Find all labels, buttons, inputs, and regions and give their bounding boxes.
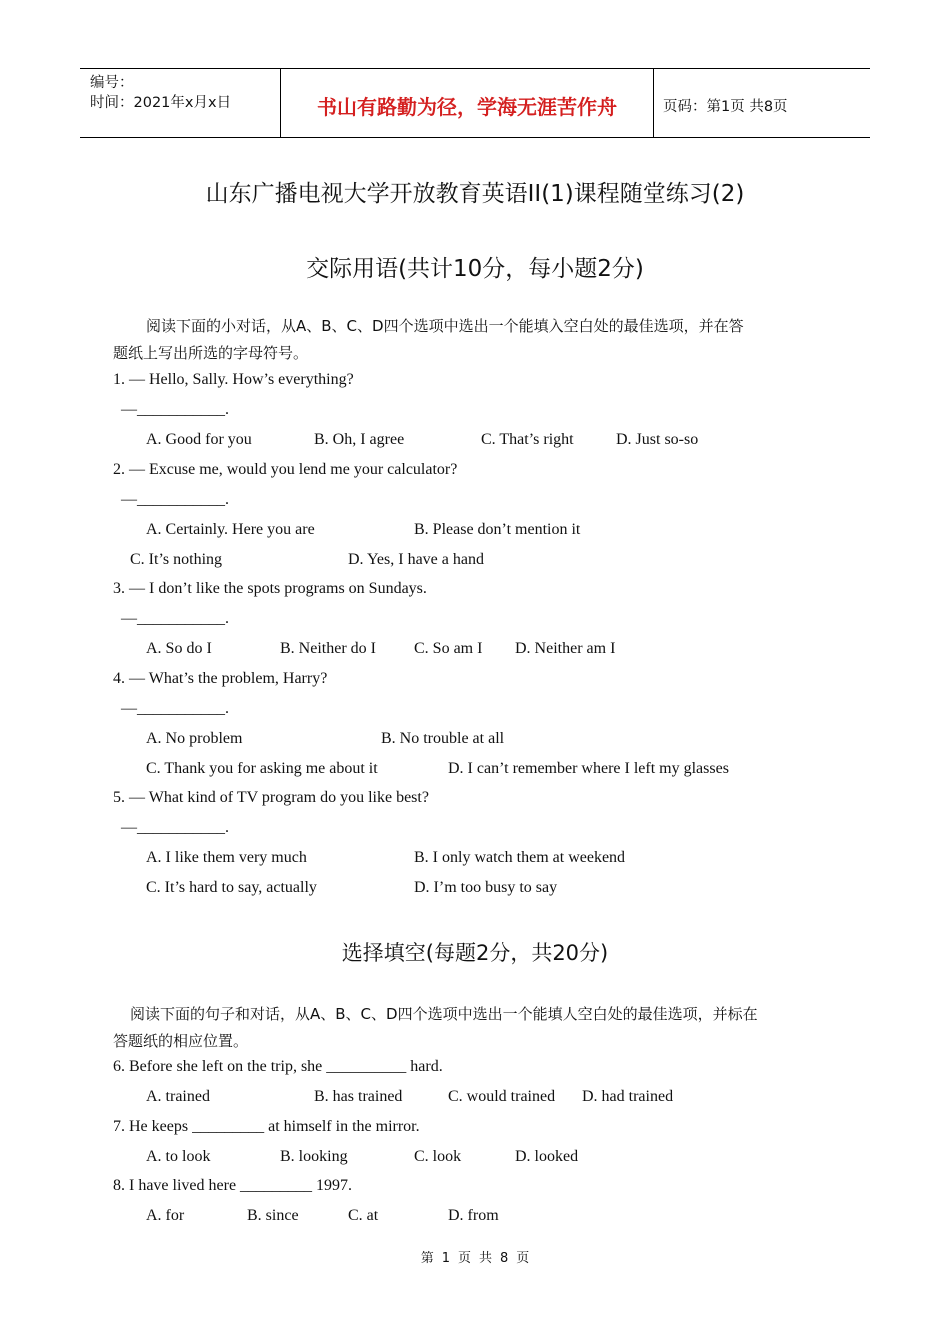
q2-option-a: A. Certainly. Here you are bbox=[146, 521, 315, 538]
q6-option-c: C. would trained bbox=[448, 1088, 556, 1105]
q2-option-d: D. Yes, I have a hand bbox=[348, 551, 484, 568]
question-4-stem: 4. — What’s the problem, Harry? bbox=[113, 670, 328, 687]
q5-option-c: C. It’s hard to say, actually bbox=[146, 879, 317, 896]
q1-option-b: B. Oh, I agree bbox=[314, 431, 405, 448]
q8-option-d: D. from bbox=[448, 1207, 499, 1224]
q3-option-b: B. Neither do I bbox=[280, 640, 376, 657]
q1-option-a: A. Good for you bbox=[146, 431, 252, 448]
question-1-stem: 1. — Hello, Sally. How’s everything? bbox=[113, 371, 354, 388]
question-7-stem: 7. He keeps _________ at himself in the mirror. bbox=[113, 1118, 420, 1135]
page-footer bbox=[0, 1247, 950, 1266]
q8-option-b: B. since bbox=[247, 1207, 299, 1224]
answer-blank: —___________. bbox=[121, 610, 229, 627]
q7-option-c: C. look bbox=[414, 1148, 462, 1165]
answer-blank: —___________. bbox=[121, 401, 229, 418]
section1-title: 交际用语(共计10分，每小题2分) bbox=[306, 256, 644, 282]
q1-option-c: C. That’s right bbox=[481, 431, 574, 448]
footer-page-number: 1 bbox=[441, 1251, 450, 1266]
doc-date-label: 时间：2021年x月x日 bbox=[90, 95, 232, 111]
header-meta-cell bbox=[80, 69, 281, 137]
q3-option-c: C. So am I bbox=[414, 640, 483, 657]
q2-option-c: C. It’s nothing bbox=[130, 551, 223, 568]
q8-option-a: A. for bbox=[146, 1207, 185, 1224]
footer-total-pages: 8 bbox=[500, 1251, 509, 1266]
section2-instruction-cont: 答题纸的相应位置。 bbox=[113, 1032, 249, 1050]
question-2-stem: 2. — Excuse me, would you lend me your calculator? bbox=[113, 461, 458, 478]
section1-instruction: 阅读下面的小对话，从A、B、C、D四个选项中选出一个能填入空白处的最佳选项，并在答 bbox=[146, 317, 744, 335]
footer-di: 第 bbox=[420, 1251, 434, 1266]
header-page-cell bbox=[655, 69, 870, 137]
q5-option-d: D. I’m too busy to say bbox=[414, 879, 558, 896]
q8-option-c: C. at bbox=[348, 1207, 379, 1224]
question-6-stem: 6. Before she left on the trip, she __________ hard. bbox=[113, 1058, 443, 1075]
footer-ye: 页 bbox=[457, 1251, 471, 1266]
q3-option-d: D. Neither am I bbox=[515, 640, 616, 657]
q5-option-a: A. I like them very much bbox=[146, 849, 307, 866]
page-info: 页码：第1页 共8页 bbox=[663, 99, 788, 115]
document-title: 山东广播电视大学开放教育英语II(1)课程随堂练习(2) bbox=[205, 181, 745, 207]
q7-option-d: D. looked bbox=[515, 1148, 579, 1165]
q6-option-d: D. had trained bbox=[582, 1088, 674, 1105]
q4-option-d: D. I can’t remember where I left my glasses bbox=[448, 760, 729, 777]
q4-option-c: C. Thank you for asking me about it bbox=[146, 760, 378, 777]
question-8-stem: 8. I have lived here _________ 1997. bbox=[113, 1177, 353, 1194]
doc-number-label: 编号： bbox=[90, 75, 134, 91]
q1-option-d: D. Just so-so bbox=[616, 431, 699, 448]
page-header bbox=[80, 68, 870, 138]
q4-option-b: B. No trouble at all bbox=[381, 730, 505, 747]
section2-title: 选择填空(每题2分，共20分) bbox=[341, 941, 609, 965]
section2-instruction: 阅读下面的句子和对话，从A、B、C、D四个选项中选出一个能填人空白处的最佳选项，并标在 bbox=[130, 1005, 758, 1023]
answer-blank: —___________. bbox=[121, 700, 229, 717]
q4-option-a: A. No problem bbox=[146, 730, 243, 747]
answer-blank: —___________. bbox=[121, 491, 229, 508]
q7-option-b: B. looking bbox=[280, 1148, 348, 1165]
q3-option-a: A. So do I bbox=[146, 640, 212, 657]
q7-option-a: A. to look bbox=[146, 1148, 211, 1165]
answer-blank: —___________. bbox=[121, 819, 229, 836]
header-motto-cell bbox=[281, 69, 654, 137]
footer-ye: 页 bbox=[516, 1251, 530, 1266]
question-3-stem: 3. — I don’t like the spots programs on Sundays. bbox=[113, 580, 427, 597]
q5-option-b: B. I only watch them at weekend bbox=[414, 849, 626, 866]
motto-text: 书山有路勤为径，学海无涯苦作舟 bbox=[317, 95, 617, 119]
footer-gong: 共 bbox=[479, 1251, 493, 1266]
q6-option-a: A. trained bbox=[146, 1088, 210, 1105]
q2-option-b: B. Please don’t mention it bbox=[414, 521, 581, 538]
question-5-stem: 5. — What kind of TV program do you like best? bbox=[113, 789, 429, 806]
section1-instruction-cont: 题纸上写出所选的字母符号。 bbox=[113, 344, 309, 362]
q6-option-b: B. has trained bbox=[314, 1088, 403, 1105]
